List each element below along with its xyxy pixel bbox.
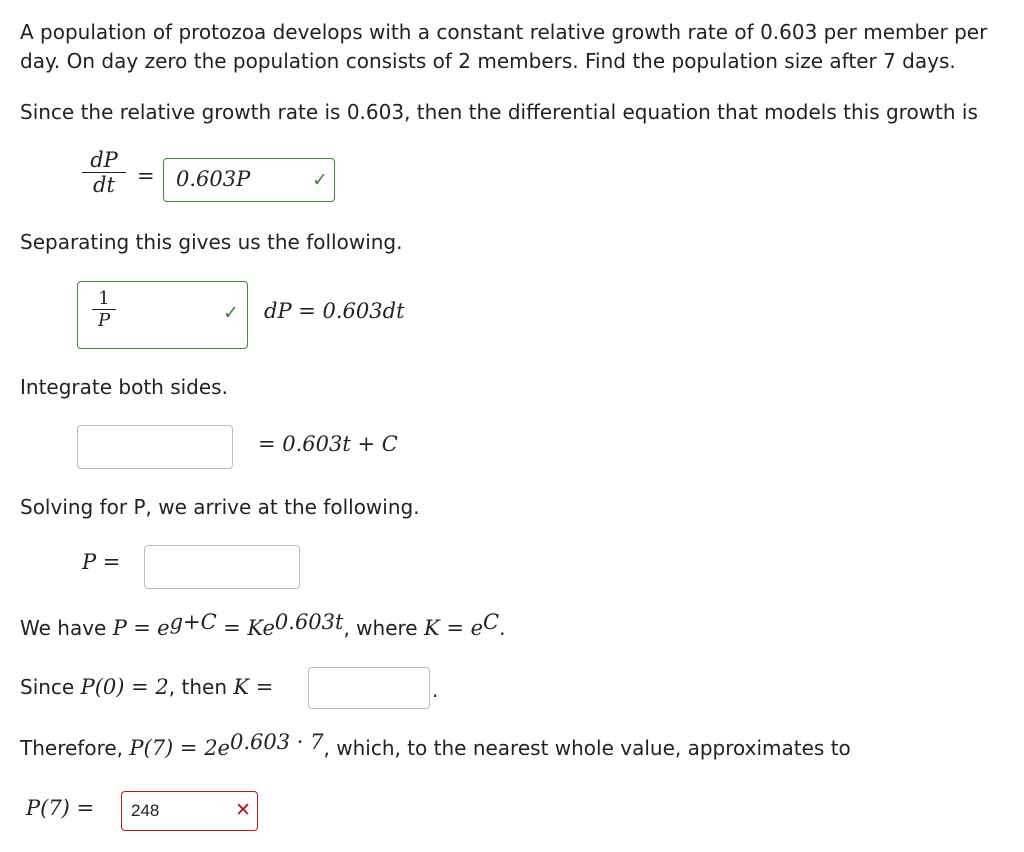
period: . — [432, 678, 439, 702]
p7-equals-label: P(7) = — [26, 796, 95, 820]
initial-condition: P(0) = 2 — [80, 675, 169, 699]
period: . — [499, 616, 506, 640]
therefore-label: Therefore, — [20, 736, 124, 760]
k-e-expression: = Ke — [223, 616, 275, 640]
step6-line — [20, 673, 273, 702]
problem-line-2: day. On day zero the population consists of 2 members. Find the population size after 7 days. — [20, 49, 956, 73]
approximation-text: , which, to the nearest whole value, approximates to — [323, 736, 851, 760]
equals-sign: = — [133, 616, 151, 640]
dp-dt-fraction — [82, 148, 126, 197]
step4-text: Solving for P, we arrive at the following. — [20, 495, 420, 519]
p-variable: P — [112, 616, 127, 640]
exponent-g-plus-c: g+C — [169, 610, 217, 634]
e-symbol: e — [157, 616, 170, 640]
solution-input[interactable] — [144, 545, 300, 589]
input-value: 248 — [131, 801, 160, 820]
k-equals-label: K = — [233, 675, 274, 699]
where-label: , where — [343, 616, 418, 640]
step5-line — [20, 610, 506, 643]
integrated-rhs: = 0.603t + C — [258, 432, 398, 456]
since-label: Since — [20, 675, 75, 699]
we-have-label: We have — [20, 616, 107, 640]
one-over-p-fraction — [92, 288, 116, 331]
check-icon: ✓ — [223, 302, 239, 324]
k-value-input[interactable] — [308, 667, 430, 709]
separation-input[interactable] — [77, 281, 248, 349]
step7-line — [20, 730, 851, 763]
step1-text: Since the relative growth rate is 0.603, then the differential equation that models this growth is — [20, 100, 978, 124]
final-answer-input[interactable] — [121, 791, 258, 831]
p-equals-label: P = — [82, 550, 121, 574]
separated-rhs: dP = 0.603dt — [264, 299, 405, 323]
dt-denominator: dt — [93, 173, 115, 197]
fraction-denominator: P — [97, 310, 111, 331]
then-label: , then — [168, 675, 227, 699]
differential-equation-input[interactable] — [163, 158, 335, 202]
equals-sign: = — [137, 164, 155, 188]
exponent-rate: 0.603t — [274, 610, 344, 634]
check-icon: ✓ — [312, 169, 328, 191]
step2-text: Separating this gives us the following. — [20, 230, 403, 254]
integral-input[interactable] — [77, 425, 233, 469]
k-definition: K = e — [423, 616, 484, 640]
problem-line-1: A population of protozoa develops with a constant relative growth rate of 0.603 per member per — [20, 20, 988, 44]
p7-expression: P(7) = 2e — [129, 736, 230, 760]
exponent-value: 0.603 · 7 — [230, 730, 324, 754]
cross-icon: ✕ — [235, 799, 251, 821]
dp-numerator: dP — [90, 148, 118, 172]
step3-text: Integrate both sides. — [20, 375, 228, 399]
fraction-numerator: 1 — [98, 288, 110, 309]
answer-value: 0.603P — [176, 167, 251, 191]
exponent-c: C — [483, 610, 500, 634]
